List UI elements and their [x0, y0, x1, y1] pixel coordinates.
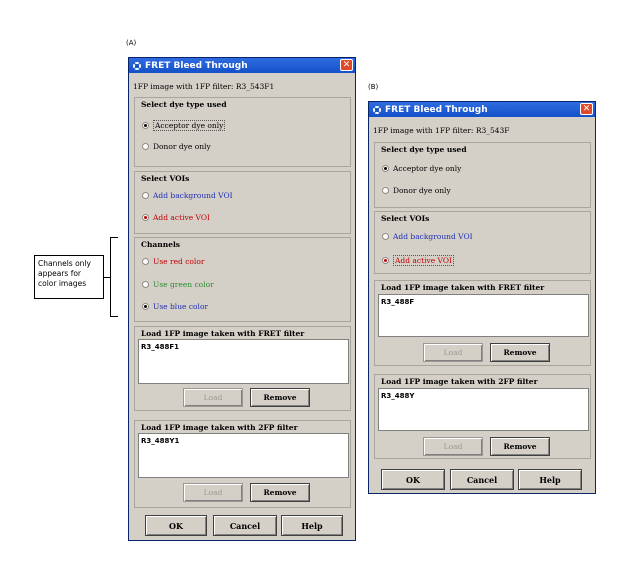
dialog-a [128, 57, 356, 541]
group-title: Load 1FP image taken with 2FP filter [141, 423, 298, 432]
radio-label: Use red color [153, 257, 205, 266]
caption-a: (A) [126, 39, 137, 47]
radio-selected-icon[interactable] [142, 303, 149, 310]
radio-label: Add active VOI [395, 256, 452, 265]
app-icon [132, 61, 142, 71]
annotation-bracket-bottom [110, 316, 118, 317]
cancel-button[interactable]: Cancel [213, 515, 277, 536]
radio-label: Use blue color [153, 302, 209, 311]
dye-type-group [374, 142, 591, 208]
radio-use-blue[interactable] [142, 302, 208, 311]
twofp-image-list[interactable]: R3_488Y1 [138, 433, 349, 478]
group-title: Channels [141, 240, 181, 249]
close-icon[interactable]: ✕ [340, 59, 353, 71]
radio-donor-dye[interactable] [382, 186, 451, 195]
annotation-bracket [110, 237, 111, 316]
app-icon [372, 105, 382, 115]
cancel-button[interactable]: Cancel [450, 469, 514, 490]
help-button[interactable]: Help [518, 469, 582, 490]
radio-label: Add active VOI [153, 213, 210, 222]
radio-unselected-icon[interactable] [142, 143, 149, 150]
close-icon[interactable]: ✕ [580, 103, 593, 115]
fret-image-list[interactable]: R3_488F [378, 294, 589, 337]
radio-add-background-voi[interactable] [382, 232, 473, 241]
title-bar [369, 102, 595, 117]
remove-button[interactable]: Remove [250, 388, 310, 407]
voi-group [374, 211, 591, 274]
radio-label: Acceptor dye only [155, 121, 224, 130]
fret-image-list[interactable]: R3_488F1 [138, 339, 349, 384]
radio-use-green[interactable] [142, 280, 214, 289]
radio-selected-icon[interactable] [382, 165, 389, 172]
radio-acceptor-dye[interactable] [382, 164, 461, 173]
group-title: Load 1FP image taken with FRET filter [381, 283, 545, 292]
radio-selected-icon[interactable] [382, 257, 389, 264]
help-button[interactable]: Help [281, 515, 343, 536]
window-title: FRET Bleed Through [145, 60, 248, 71]
title-bar [129, 58, 355, 73]
radio-label: Donor dye only [393, 186, 451, 195]
group-title: Load 1FP image taken with 2FP filter [381, 377, 538, 386]
twofp-filter-group [374, 374, 591, 459]
dye-type-group [134, 97, 351, 167]
remove-button[interactable]: Remove [490, 343, 550, 362]
radio-label: Add background VOI [393, 232, 473, 241]
twofp-image-list[interactable]: R3_488Y [378, 388, 589, 431]
radio-add-active-voi[interactable] [382, 255, 454, 266]
radio-label: Acceptor dye only [393, 164, 462, 173]
radio-label: Use green color [153, 280, 214, 289]
radio-unselected-icon[interactable] [382, 187, 389, 194]
remove-button[interactable]: Remove [490, 437, 550, 456]
radio-add-active-voi[interactable] [142, 213, 210, 222]
radio-use-red[interactable] [142, 257, 204, 266]
dialog-b [368, 101, 596, 494]
channels-group [134, 237, 351, 322]
window-title: FRET Bleed Through [385, 104, 488, 115]
channels-annotation: Channels only appears for color images [34, 255, 104, 299]
radio-unselected-icon[interactable] [142, 281, 149, 288]
ok-button[interactable]: OK [145, 515, 207, 536]
radio-label: Donor dye only [153, 142, 211, 151]
voi-group [134, 171, 351, 234]
radio-add-background-voi[interactable] [142, 191, 233, 200]
radio-donor-dye[interactable] [142, 142, 211, 151]
group-title: Select VOIs [141, 174, 190, 183]
load-button[interactable]: Load [183, 388, 243, 407]
radio-unselected-icon[interactable] [142, 192, 149, 199]
fret-filter-group [374, 280, 591, 366]
group-title: Select VOIs [381, 214, 430, 223]
file-label: 1FP image with 1FP filter: R3_543F1 [133, 82, 275, 91]
load-button[interactable]: Load [183, 483, 243, 502]
radio-unselected-icon[interactable] [142, 258, 149, 265]
file-label: 1FP image with 1FP filter: R3_543F [373, 126, 510, 135]
load-button[interactable]: Load [423, 343, 483, 362]
radio-label: Add background VOI [153, 191, 233, 200]
twofp-filter-group [134, 420, 351, 508]
caption-b: (B) [368, 83, 379, 91]
group-title: Select dye type used [381, 145, 467, 154]
radio-acceptor-dye[interactable] [142, 120, 225, 131]
ok-button[interactable]: OK [381, 469, 445, 490]
radio-unselected-icon[interactable] [382, 233, 389, 240]
remove-button[interactable]: Remove [250, 483, 310, 502]
fret-filter-group [134, 326, 351, 411]
annotation-bracket-top [110, 237, 118, 238]
radio-selected-icon[interactable] [142, 214, 149, 221]
load-button[interactable]: Load [423, 437, 483, 456]
group-title: Select dye type used [141, 100, 227, 109]
radio-selected-icon[interactable] [142, 122, 149, 129]
group-title: Load 1FP image taken with FRET filter [141, 329, 305, 338]
